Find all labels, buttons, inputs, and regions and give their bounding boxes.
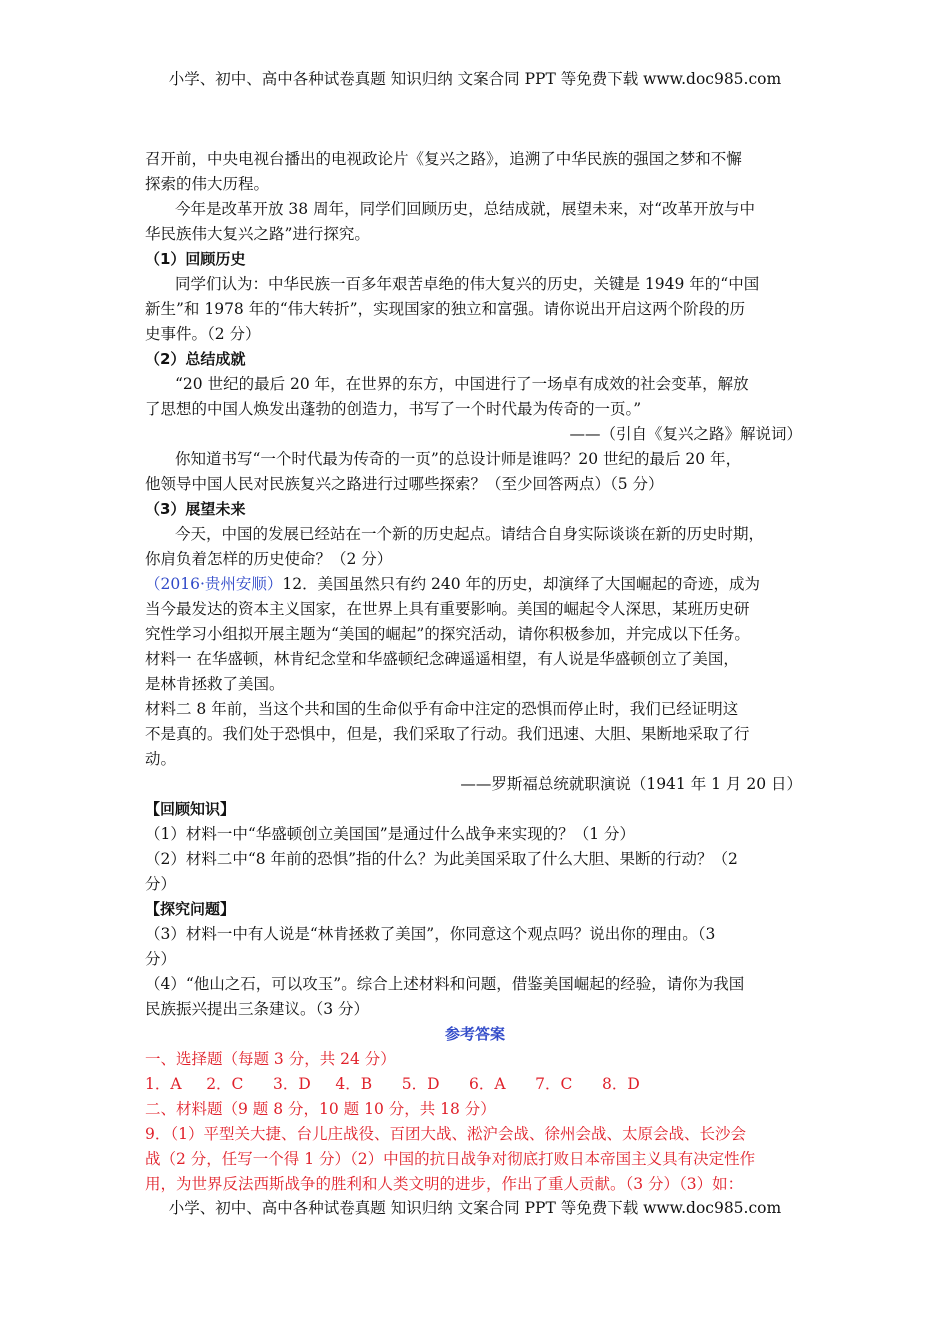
question-12-line: 当今最发达的资本主义国家，在世界上具有重要影响。美国的崛起令人深思，某班历史研 [145, 600, 750, 618]
material-2-line: 动。 [145, 750, 177, 768]
subquestion: 分） [145, 875, 177, 893]
explore-heading: 【探究问题】 [145, 900, 236, 918]
material-1-line: 是林肯拯救了美国。 [145, 675, 285, 693]
answer-choices: 1．A 2．C 3．D 4．B 5．D 6．A 7．C 8．D [145, 1075, 640, 1093]
section-2-line: 他领导中国人民对民族复兴之路进行过哪些探索？（至少回答两点）（5 分） [145, 475, 664, 493]
section-1-line: 新生”和 1978 年的“伟大转折”，实现国家的独立和富强。请你说出开启这两个阶段的历 [145, 300, 746, 318]
page-header: 小学、初中、高中各种试卷真题 知识归纳 文案合同 PPT 等免费下载 www.doc985.com [168, 70, 782, 88]
section-1-line: 史事件。（2 分） [145, 325, 261, 343]
review-heading: 【回顾知识】 [145, 800, 236, 818]
section-2-title: （2）总结成就 [145, 350, 246, 368]
answer-line: 战（2 分，任写一个得 1 分）（2）中国的抗日战争对彻底打败日本帝国主义具有决定性作 [145, 1150, 756, 1168]
subquestion: （1）材料一中“华盛顿创立美国国”是通过什么战争来实现的？（1 分） [145, 825, 636, 843]
intro-line: 探索的伟大历程。 [145, 175, 270, 193]
section-1-title: （1）回顾历史 [145, 250, 246, 268]
answer-line: 9．（1）平型关大捷、台儿庄战役、百团大战、淞沪会战、徐州会战、太原会战、长沙会 [145, 1125, 746, 1143]
intro-line: 今年是改革开放 38 周年，同学们回顾历史，总结成就，展望未来，对“改革开放与中 [175, 200, 756, 218]
subquestion: （2）材料二中“8 年前的恐惧”指的什么？为此美国采取了什么大胆、果断的行动？（2 [145, 850, 738, 868]
page-footer: 小学、初中、高中各种试卷真题 知识归纳 文案合同 PPT 等免费下载 www.doc985.com [168, 1199, 782, 1217]
section-3-line: 今天，中国的发展已经站在一个新的历史起点。请结合自身实际谈谈在新的历史时期， [175, 525, 765, 543]
subquestion: 民族振兴提出三条建议。（3 分） [145, 1000, 370, 1018]
intro-line: 召开前，中央电视台播出的电视政论片《复兴之路》，追溯了中华民族的强国之梦和不懈 [145, 150, 742, 168]
quote-line: “20 世纪的最后 20 年，在世界的东方，中国进行了一场卓有成效的社会变革，解放 [175, 375, 749, 393]
question-12-line: 究性学习小组拟开展主题为“美国的崛起”的探究活动，请你积极参加，并完成以下任务。 [145, 625, 750, 643]
material-2-source: ——罗斯福总统就职演说（1941 年 1 月 20 日） [460, 775, 802, 793]
answers-title: 参考答案 [444, 1025, 505, 1043]
quote-source: ——（引自《复兴之路》解说词） [569, 425, 802, 443]
material-2-line: 不是真的。我们处于恐惧中，但是，我们采取了行动。我们迅速、大胆、果断地采取了行 [145, 725, 750, 743]
material-1-line: 材料一 在华盛顿，林肯纪念堂和华盛顿纪念碑遥遥相望，有人说是华盛顿创立了美国， [145, 650, 739, 668]
subquestion: （4）“他山之石，可以攻玉”。综合上述材料和问题，借鉴美国崛起的经验，请你为我国 [145, 975, 745, 993]
question-12-line [145, 572, 760, 596]
answer-line: 二、材料题（9 题 8 分，10 题 10 分，共 18 分） [145, 1100, 496, 1118]
question-source-tag: （2016·贵州安顺） [145, 575, 283, 593]
subquestion: （3）材料一中有人说是“林肯拯救了美国”，你同意这个观点吗？说出你的理由。（3 [145, 925, 716, 943]
section-3-title: （3）展望未来 [145, 500, 246, 518]
subquestion: 分） [145, 950, 177, 968]
answer-line: 用，为世界反法西斯战争的胜利和人类文明的进步，作出了重人贡献。（3 分）（3）如： [145, 1175, 744, 1193]
section-2-line: 你知道书写“一个时代最为传奇的一页”的总设计师是谁吗？20 世纪的最后 20 年， [175, 450, 742, 468]
material-2-line: 材料二 8 年前，当这个共和国的生命似乎有命中注定的恐惧而停止时，我们已经证明这 [145, 700, 739, 718]
section-3-line: 你肩负着怎样的历史使命？（2 分） [145, 550, 393, 568]
answer-line: 一、选择题（每题 3 分，共 24 分） [145, 1050, 396, 1068]
quote-line: 了思想的中国人焕发出蓬勃的创造力，书写了一个时代最为传奇的一页。” [145, 400, 642, 418]
question-12-text: 12．美国虽然只有约 240 年的历史，却演绎了大国崛起的奇迹，成为 [282, 575, 761, 593]
section-1-line: 同学们认为：中华民族一百多年艰苦卓绝的伟大复兴的历史，关键是 1949 年的“中国 [175, 275, 760, 293]
intro-line: 华民族伟大复兴之路”进行探究。 [145, 225, 370, 243]
